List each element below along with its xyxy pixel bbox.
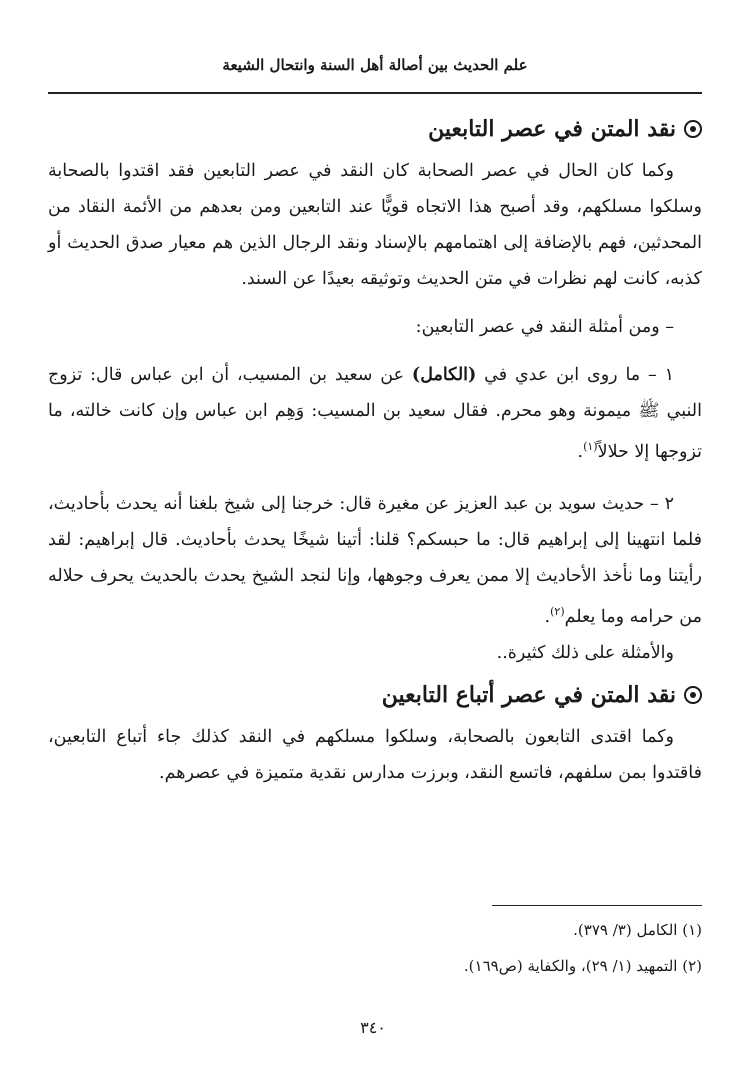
closing-line: والأمثلة على ذلك كثيرة.. [496,642,674,663]
running-header: علم الحديث بين أصالة أهل السنة وانتحال الشيعة [222,56,528,74]
section-heading-text: نقد المتن في عصر التابعين [428,116,676,142]
paragraph-atba: وكما اقتدى التابعون بالصحابة، وسلكوا مسلكهم في النقد كذلك جاء أتباع التابعين، فاقتدوا بمن سلفهم، فاتسع النقد، وبرزت مدارس نقدية متميزة في عصرهم. [48,726,702,783]
target-bullet-icon [684,686,702,704]
header-rule [48,92,702,94]
example-2: ٢ – حديث سويد بن عبد العزيز عن مغيرة قال: خرجنا إلى شيخ بلغنا أنه يحدث بأحاديث، فلما انتهينا إلى إبراهيم قال: ما حبسكم؟ قلنا: أتينا شيخًا يحدث بأحاديث. قال إبراهيم: لقد رأيتنا وما نأخذ الأحاديث إلا ممن يعرف وجوهها، وإنا لنجد الشيخ يحدث بالحديث يحرف حلاله من حرامه وما يعلم$^{(٢)}$. [48,493,702,627]
section-heading-tabieen [48,105,702,153]
example-1-text-end: عن سعيد بن المسيب، أن ابن عباس قال: تزوج النبي ﷺ ميمونة وهو محرم. فقال سعيد بن المسيب: وَهِم ابن عباس وإن كانت خالته، ما تزوجها إلا حلالاً [48,365,702,462]
book-title-kamil: (الكامل) [411,365,477,385]
footnote-1: (١) الكامل (٣/ ٣٧٩). [573,921,702,939]
section-heading-text: نقد المتن في عصر أتباع التابعين [381,681,676,708]
example-1-text-start: ١ – ما روى ابن عدي في [476,365,674,385]
footnote-rule [492,905,702,906]
page-number: ٣٤٠ [360,1018,386,1037]
paragraph-intro: وكما كان الحال في عصر الصحابة كان النقد في عصر التابعين فقد اقتدوا بالصحابة وسلكوا مسلكهم، وقد أصبح هذا الاتجاه قويًّا عند التابعين ومن بعدهم من الأئمة النقاد من المحدثين، فهم بالإضافة إلى اهتمامهم بالإسناد ونقد الرجال الذين هم معيار صدق الحديث أو كذبه، كانت لهم نظرات في متن الحديث وتوثيقه بعيدًا عن السند. [48,161,702,289]
example-2-text: ٢ – حديث سويد بن عبد العزيز عن مغيرة قال: خرجنا إلى شيخ بلغنا أنه يحدث بأحاديث، فلما انتهينا إلى إبراهيم قال: ما حبسكم؟ قلنا: أتينا شيخًا يحدث بأحاديث. قال إبراهيم: لقد رأيتنا وما نأخذ الأحاديث إلا ممن يعرف وجوهها، وإنا لنجد الشيخ يحدث بالحديث يحرف حلاله من حرامه وما يعلم [48,493,702,627]
example-1: ١ – ما روى ابن عدي في (الكامل) عن سعيد بن المسيب، أن ابن عباس قال: تزوج النبي ﷺ ميمونة وهو محرم. فقال سعيد بن المسيب: وَهِم ابن عباس وإن كانت خالته، ما تزوجها إلا حلالاً$^{(١)}$. [48,365,702,462]
page-body [48,105,702,791]
section-heading-atba [48,671,702,719]
target-bullet-icon [684,120,702,138]
examples-intro: – ومن أمثلة النقد في عصر التابعين: [415,317,674,337]
footnotes [48,912,702,984]
footnote-2: (٢) التمهيد (١/ ٢٩)، والكفاية (ص١٦٩). [463,957,702,975]
footnote-ref-2[interactable]: (٢) [550,604,565,618]
footnote-ref-1[interactable]: (١) [583,440,598,453]
